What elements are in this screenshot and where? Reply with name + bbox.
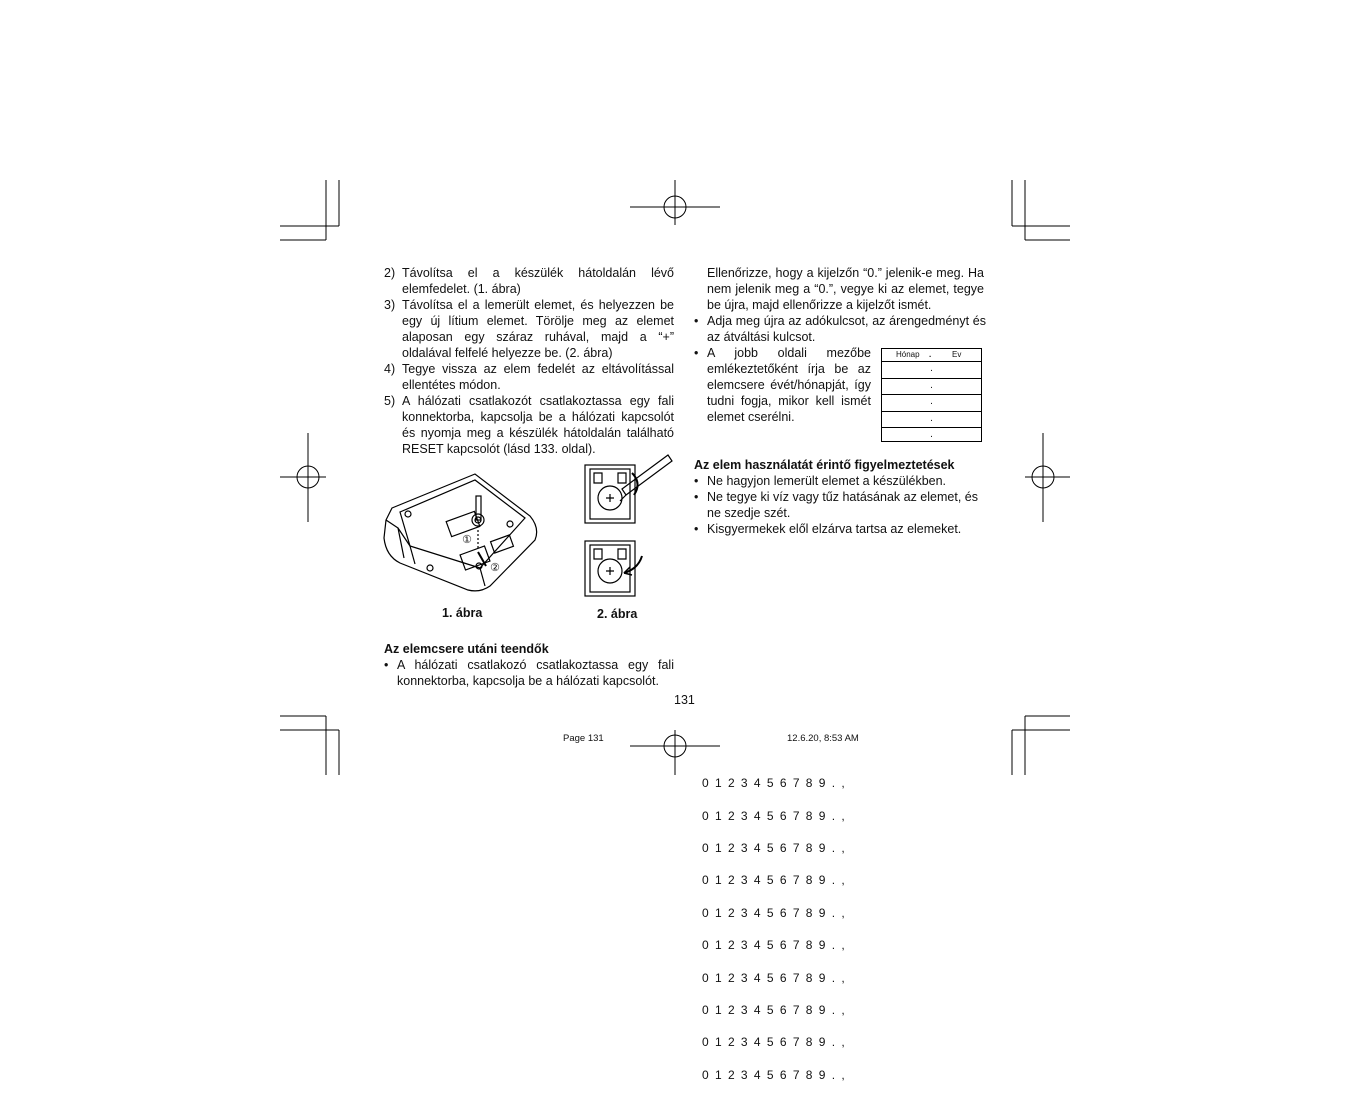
bullet-symbol: •	[384, 658, 389, 672]
warning-item	[694, 473, 986, 489]
digit-row: 0123456789.,	[702, 841, 852, 856]
step-number: 5)	[384, 394, 396, 408]
digit-row: 0123456789.,	[702, 1035, 852, 1050]
digit-row: 0123456789.,	[702, 938, 852, 953]
warning-item	[694, 521, 986, 537]
step-text: A hálózati csatlakozót csatlakoztassa egy fali konnektorba, kapcsolja be a hálózati kapcsolót és nyomja meg a készülék hátoldalán található RESET kapcsolót (lásd 133. oldal).	[402, 394, 674, 456]
digit-row: 0123456789.,	[702, 808, 852, 823]
month-header: Hónap	[896, 350, 920, 359]
table-row[interactable]: .	[882, 379, 981, 396]
callout-1: ①	[462, 534, 472, 546]
digit-row: 0123456789.,	[702, 776, 852, 791]
figure-1-caption: 1. ábra	[442, 606, 483, 620]
table-row[interactable]: .	[882, 362, 981, 379]
page-number: 131	[674, 693, 695, 707]
table-header	[882, 349, 981, 362]
digit-row: 0123456789.,	[702, 1067, 852, 1082]
bullet-text: Ne hagyjon lemerült elemet a készülékben.	[707, 474, 947, 488]
bullet-text: A hálózati csatlakozó csatlakoztassa egy fali konnektorba, kapcsolja be a hálózati kapcsolót.	[397, 658, 674, 688]
step-text: Távolítsa el a lemerült elemet, és helyezzen be egy új lítium elemet. Törölje meg az elemet alaposan egy száraz ruhával, majd a “+” oldalával felfelé helyezze be. (2. ábra)	[402, 298, 674, 360]
step-number: 3)	[384, 298, 396, 312]
step-number: 4)	[384, 362, 396, 376]
bullet-symbol: •	[694, 490, 699, 504]
bullet-text: Ne tegye ki víz vagy tűz hatásának az elemet, és ne szedje szét.	[707, 490, 978, 520]
digit-row: 0123456789.,	[702, 970, 852, 985]
year-header: Ev	[952, 350, 962, 359]
header-separator: .	[929, 350, 932, 359]
step-number: 2)	[384, 266, 396, 280]
battery-compartment-illustration	[580, 453, 675, 603]
bullet-symbol: •	[694, 522, 699, 536]
digit-row: 0123456789.,	[702, 873, 852, 888]
bullet-text: A jobb oldali mezőbe emlékeztetőként írja be az elemcsere évét/hónapját, így tudni fogja, mikor kell ismét elemet cserélni.	[707, 346, 871, 424]
bullet-symbol: •	[694, 346, 699, 360]
table-row[interactable]: .	[930, 429, 933, 440]
table-row[interactable]: .	[882, 395, 981, 412]
digit-rows	[702, 759, 851, 1099]
step-3	[384, 297, 674, 361]
reminder-bullet	[694, 345, 871, 425]
reenter-bullet	[694, 313, 986, 345]
display-check-paragraph: Ellenőrizze, hogy a kijelzőn “0.” jelenik-e meg. Ha nem jelenik meg a “0.”, vegye ki az elemet, tegye be újra, majd ellenőrizze a kijelzőt ismét.	[707, 266, 984, 312]
step-4	[384, 361, 674, 393]
digit-row: 0123456789.,	[702, 905, 852, 920]
bullet-symbol: •	[694, 474, 699, 488]
footer-timestamp: 12.6.20, 8:53 AM	[787, 733, 859, 744]
step-text: Tegye vissza az elem fedelét az eltávolítással ellentétes módon.	[402, 362, 674, 392]
warnings-heading: Az elem használatát érintő figyelmeztetések	[694, 458, 955, 472]
step-5	[384, 393, 674, 457]
callout-2: ②	[490, 562, 500, 574]
after-replacement-heading: Az elemcsere utáni teendők	[384, 642, 549, 656]
footer-page: Page 131	[563, 733, 604, 744]
figure-2-caption: 2. ábra	[597, 607, 638, 621]
battery-date-table	[881, 348, 982, 442]
digit-row: 0123456789.,	[702, 1003, 852, 1018]
bullet-text: Adja meg újra az adókulcsot, az árengedményt és az átváltási kulcsot.	[707, 314, 986, 344]
bullet-symbol: •	[694, 314, 699, 328]
step-2	[384, 265, 674, 297]
warning-item	[694, 489, 986, 521]
after-replacement-bullet	[384, 657, 674, 689]
table-row[interactable]: .	[882, 412, 981, 429]
step-text: Távolítsa el a készülék hátoldalán lévő elemfedelet. (1. ábra)	[402, 266, 674, 296]
bullet-text: Kisgyermekek elől elzárva tartsa az elemeket.	[707, 522, 962, 536]
